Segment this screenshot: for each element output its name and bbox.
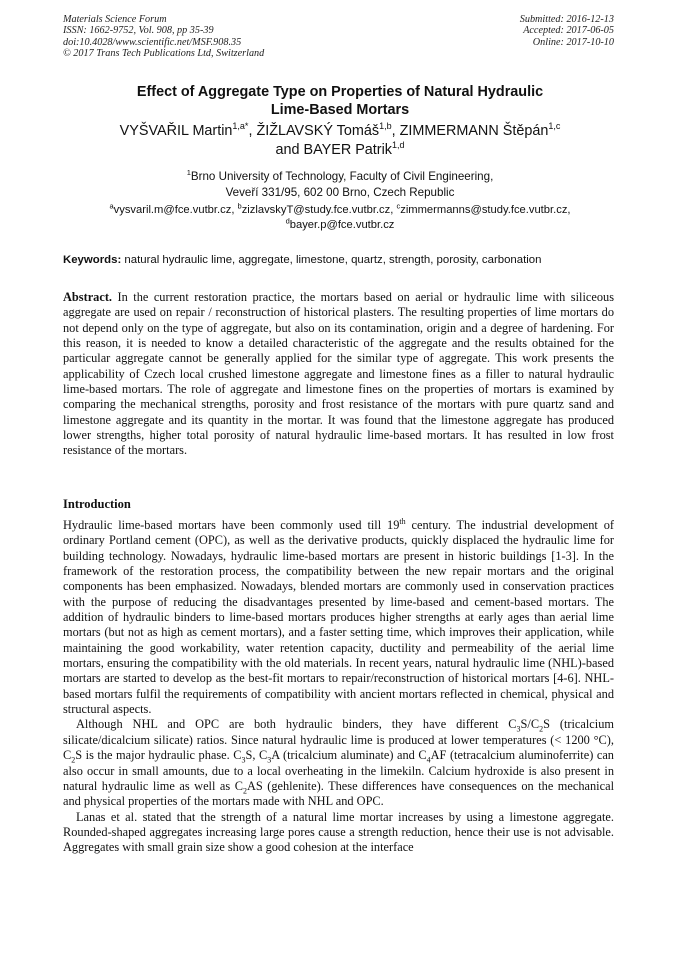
online-date: Online: 2017-10-10 [532,36,614,48]
journal-name: Materials Science Forum [63,14,167,25]
paper-title [80,84,600,119]
email-address[interactable]: vysvaril.m@fce.vutbr.cz [113,204,232,216]
author-affil-mark: 1,d [392,139,405,150]
accepted-date: Accepted: 2017-06-05 [523,25,614,37]
publication-info [63,14,264,59]
paragraph-text: AS (gehlenite). These differences have consequences on the mechanical and physical properties of the mortars made with NHL and OPC. [63,778,615,809]
paragraph-text: Hydraulic lime-based mortars have been commonly used till 19 [63,518,400,532]
affiliation [60,169,620,200]
email-mark: a [109,201,114,211]
keywords [63,253,618,267]
email-line-1 [60,203,620,218]
title-line-2: Lime-Based Mortars [270,101,410,118]
affiliation-line-2: Veveří 331/95, 602 00 Brno, Czech Republic [225,185,455,199]
email-mark: d [285,216,290,226]
paragraph-text: S/C [520,717,540,732]
abstract-label: Abstract. [63,290,113,304]
email-mark: c [396,201,401,211]
subscript: 2 [71,755,76,765]
intro-paragraph-2 [63,717,614,809]
author-emails [60,203,620,233]
title-line-1: Effect of Aggregate Type on Properties of Natural Hydraulic [136,84,544,100]
submitted-date: Submitted: 2016-12-13 [519,14,614,25]
abstract [63,290,614,459]
author-separator: , [391,123,400,139]
author-affil-mark: 1,b [379,121,392,132]
introduction-body [63,518,614,856]
paragraph-text: S, C [245,748,268,763]
paragraph-text: century. The industrial development of ordinary Portland cement (OPC), as well as the derivative products, quickly displaced the hydraulic lime for building technology. Nowadays, hydraulic lime-based mortars are present in historic buildings [1-3]. In the framework of the restoration process, the compatibility between the new repair mortars and the original components has been emphasized. Nowadays, blended mortars are commonly used in conservation practices with the purpose of reducing the disadvantages presented by lime-based and cement-based mortars. The addition of hydraulic binders to lime-based mortars produces higher strengths at early ages than aerial lime mortars (but not as high as cement mortars), and a faster setting time, which improves their application, while maintaining the good workability, water retention capacity, ductility and permeability of the aerial lime mortars, ensuring the compatibility with the old materials. In recent years, natural hydraulic lime (NHL)-based mortars are started to develop as the best-fit mortars to repair/reconstruction of historical mortars [4-6]. NHL-based mortars fulfil the requirements of compatibility with ancient mortars reflected in chemical, physical and structural aspects. [63,518,615,717]
subscript: 3 [267,755,272,765]
author-name: ŽIŽLAVSKÝ Tomáš [256,123,380,139]
email-mark: b [237,201,242,211]
superscript: th [399,516,406,526]
subscript: 3 [241,755,246,765]
author-line-1 [60,122,620,141]
doi: doi:10.4028/www.scientific.net/MSF.908.35 [63,36,242,48]
author-name: and BAYER Patrik [275,141,392,158]
author-affil-mark: 1,a* [232,121,249,132]
subscript: 4 [426,755,431,765]
paragraph-text: A (tricalcium aluminate) and C [271,748,427,763]
paragraph-text: Although NHL and OPC are both hydraulic binders, they have different C [76,717,517,732]
email-line-2 [60,218,620,233]
affiliation-text: Brno University of Technology, Faculty of Civil Engineering, [190,170,494,183]
author-affil-mark: 1,c [548,121,561,132]
abstract-text: In the current restoration practice, the mortars based on aerial or hydraulic lime with siliceous aggregate are used on repair / reconstruction of historical plasters. The resulting properties of lime mortars do not depend only on the type of aggregate, but also on its contamination, origin and a degree of hardening. For this reason, it is needed to know a detailed characteristic of the aggregate and the results obtained for the particular aggregate cannot be generally applied for the similar type of aggregate. This work presents the applicability of Czech local crushed limestone aggregate and limestone fines as a filler to natural hydraulic lime-based mortars. The role of aggregate and limestone fines on the properties of mortars is examined by comparing the mechanical strengths, porosity and frost resistance of the mortars with pure quartz sand and limestone aggregate and its quantity in the mortar. It was found that the limestone aggregate has produced lower strengths, higher total porosity of natural hydraulic lime-based mortars. It has resulted in low frost resistance of the mortars. [63,290,614,458]
author-name: ZIMMERMANN Štěpán [399,123,549,139]
affiliation-line-1 [60,169,620,185]
section-heading: Introduction [63,497,131,511]
author-list [60,122,620,159]
affiliation-mark: 1 [186,168,191,178]
keywords-label: Keywords: [63,254,122,266]
subscript: 2 [539,724,544,734]
intro-paragraph-1 [63,518,614,717]
email-separator: , [567,204,571,216]
subscript: 2 [242,786,247,796]
author-separator: , [248,123,257,139]
paragraph-text: AF (tetracalcium aluminoferrite) can also occur in small amounts, due to a local overheating in the limekiln. Calcium hydroxide is also present in natural hydraulic lime as well as C [63,748,614,793]
subscript: 3 [516,724,521,734]
keywords-text: natural hydraulic lime, aggregate, limestone, quartz, strength, porosity, carbonation [121,254,542,266]
email-address[interactable]: zimmermanns@study.fce.vutbr.cz [400,204,568,216]
email-address[interactable]: zizlavskyT@study.fce.vutbr.cz [241,204,391,216]
issn-volume: ISSN: 1662-9752, Vol. 908, pp 35-39 [63,25,214,37]
paragraph-text: S is the major hydraulic phase. C [75,748,242,763]
author-name: VYŠVAŘIL Martin [119,123,233,139]
author-line-2 [60,141,620,160]
publication-dates [520,14,614,48]
email-address[interactable]: bayer.p@fce.vutbr.cz [289,219,395,231]
email-separator: , [231,204,238,216]
intro-paragraph-3: Lanas et al. stated that the strength of a natural lime mortar increases by using a limestone aggregate. Rounded-shaped aggregates increasing large pores cause a strength reduction, hence their use is not advisable. Aggregates with small grain size show a good cohesion at the interface [63,809,614,855]
paragraph-text: S (tricalcium silicate/dicalcium silicate) ratios. Since natural hydraulic lime is produced at lower temperatures (< 1200 °C), C [63,717,614,763]
copyright: © 2017 Trans Tech Publications Ltd, Switzerland [63,47,265,59]
email-separator: , [390,204,397,216]
